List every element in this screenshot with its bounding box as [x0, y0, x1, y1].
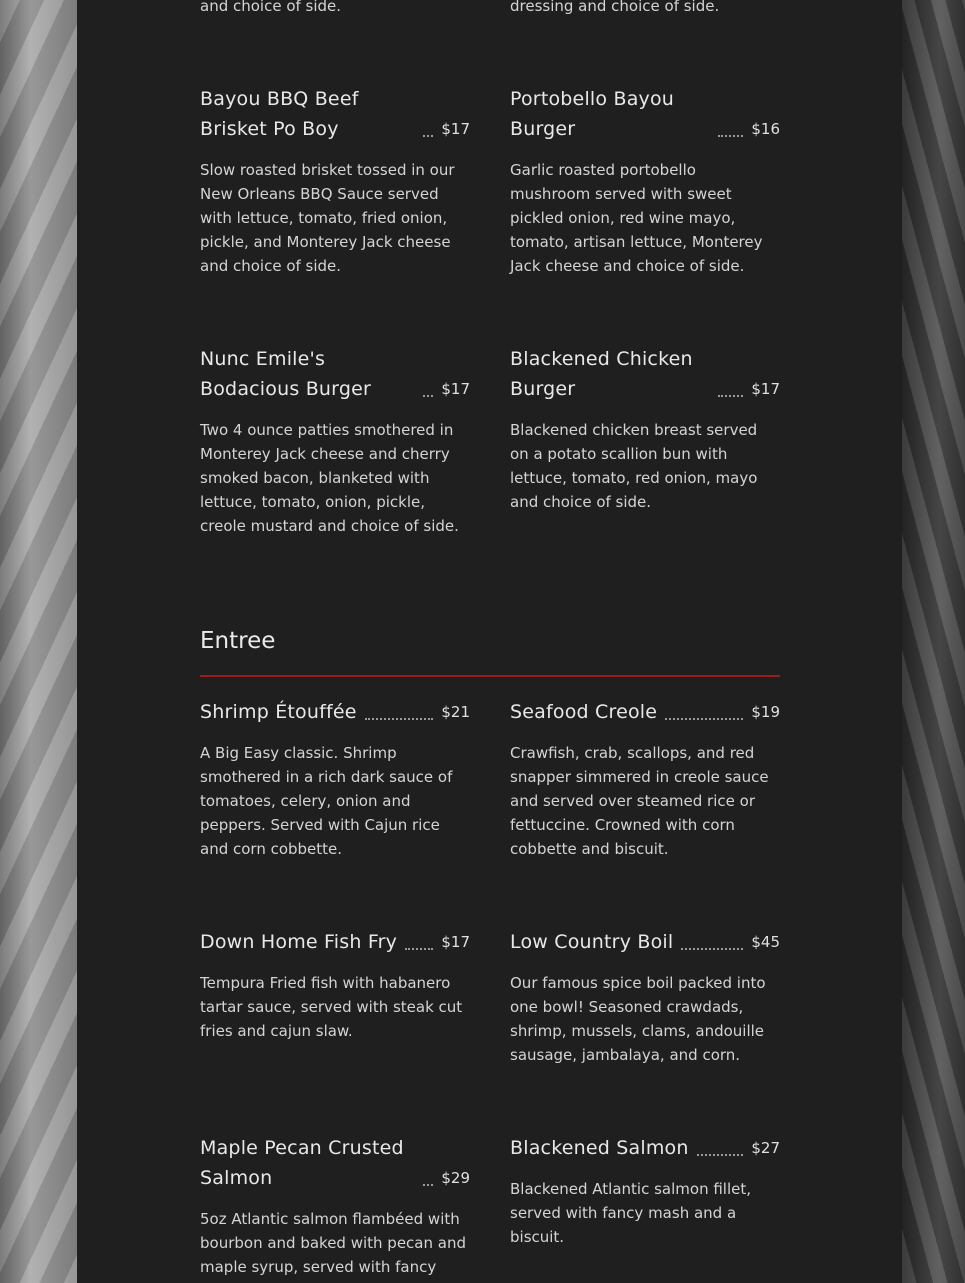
menu-item-name: Seafood Creole	[510, 701, 658, 723]
menu-item-description: Our famous spice boil packed into one bowl! Seasoned crawdads, shrimp, mussels, clams, andouille sausage, jambalaya, and corn.	[510, 974, 766, 1064]
price-leader	[681, 948, 743, 950]
section-divider	[200, 675, 780, 677]
menu-item-price: $21	[441, 703, 470, 721]
menu-item	[200, 344, 470, 538]
menu-item-price: $17	[441, 120, 470, 138]
menu-item-name: Shrimp Étouffée	[200, 701, 357, 723]
price-leader	[423, 1184, 433, 1186]
menu-item-description: Two 4 ounce patties smothered in Monterey Jack cheese and cherry smoked bacon, blanketed with lettuce, tomato, onion, pickle, creole mustard and choice of side.	[200, 421, 459, 535]
menu-item	[510, 1133, 780, 1249]
menu-item-description: Blackened Atlantic salmon fillet, served with fancy mash and a biscuit.	[510, 1180, 752, 1246]
menu-item	[200, 1133, 470, 1279]
menu-item-price: $17	[441, 933, 470, 951]
menu-item-name: Maple Pecan Crusted Salmon	[200, 1137, 404, 1189]
menu-item	[510, 84, 780, 278]
menu-item	[200, 697, 470, 861]
price-leader	[365, 718, 434, 720]
menu-item-description: Garlic roasted portobello mushroom served with sweet pickled onion, red wine mayo, tomato, artisan lettuce, Monterey Jack cheese and choice of side.	[510, 161, 763, 275]
menu-item-name: Nunc Emile's Bodacious Burger	[200, 348, 372, 400]
menu-item	[510, 927, 780, 1067]
price-leader	[423, 395, 433, 397]
menu-item-description: A Big Easy classic. Shrimp smothered in a rich dark sauce of tomatoes, celery, onion and peppers. Served with Cajun rice and corn cobbette.	[200, 744, 453, 858]
menu-panel	[77, 0, 902, 1283]
menu-item-description-fragment: dressing and choice of side.	[510, 0, 720, 15]
menu-item-price: $17	[441, 380, 470, 398]
menu-item-name: Portobello Bayou Burger	[510, 88, 675, 140]
background-right-photo	[902, 0, 965, 1283]
menu-item	[200, 84, 470, 278]
menu-item	[200, 927, 470, 1043]
menu-item-description-fragment: and choice of side.	[200, 0, 342, 15]
price-leader	[665, 718, 743, 720]
menu-item	[510, 697, 780, 861]
menu-item-description: 5oz Atlantic salmon flambéed with bourbon and baked with pecan and maple syrup, served with fancy	[200, 1210, 466, 1276]
menu-item-price: $16	[751, 120, 780, 138]
menu-item-price: $27	[751, 1139, 780, 1157]
menu-item-name: Blackened Salmon	[510, 1137, 689, 1159]
menu-item-name: Down Home Fish Fry	[200, 931, 398, 953]
menu-item-description: Blackened chicken breast served on a potato scallion bun with lettuce, tomato, red onion, mayo and choice of side.	[510, 421, 758, 511]
menu-item	[510, 344, 780, 514]
menu-item-price: $17	[751, 380, 780, 398]
menu-item-price: $29	[441, 1169, 470, 1187]
price-leader	[718, 395, 743, 397]
background-left-photo	[0, 0, 77, 1283]
price-leader	[405, 948, 433, 950]
menu-item-name: Bayou BBQ Beef Brisket Po Boy	[200, 88, 359, 140]
price-leader	[423, 135, 433, 137]
price-leader	[697, 1154, 744, 1156]
menu-item-name: Low Country Boil	[510, 931, 674, 953]
section-title: Entree	[200, 628, 276, 654]
menu-item-description: Slow roasted brisket tossed in our New Orleans BBQ Sauce served with lettuce, tomato, fried onion, pickle, and Monterey Jack cheese and choice of side.	[200, 161, 455, 275]
menu-item-name: Blackened Chicken Burger	[510, 348, 693, 400]
menu-item-description: Tempura Fried fish with habanero tartar sauce, served with steak cut fries and cajun slaw.	[200, 974, 463, 1040]
price-leader	[718, 135, 743, 137]
menu-item-description: Crawfish, crab, scallops, and red snapper simmered in creole sauce and served over steamed rice or fettuccine. Crowned with corn cobbette and biscuit.	[510, 744, 769, 858]
menu-item-price: $19	[751, 703, 780, 721]
menu-item-price: $45	[751, 933, 780, 951]
